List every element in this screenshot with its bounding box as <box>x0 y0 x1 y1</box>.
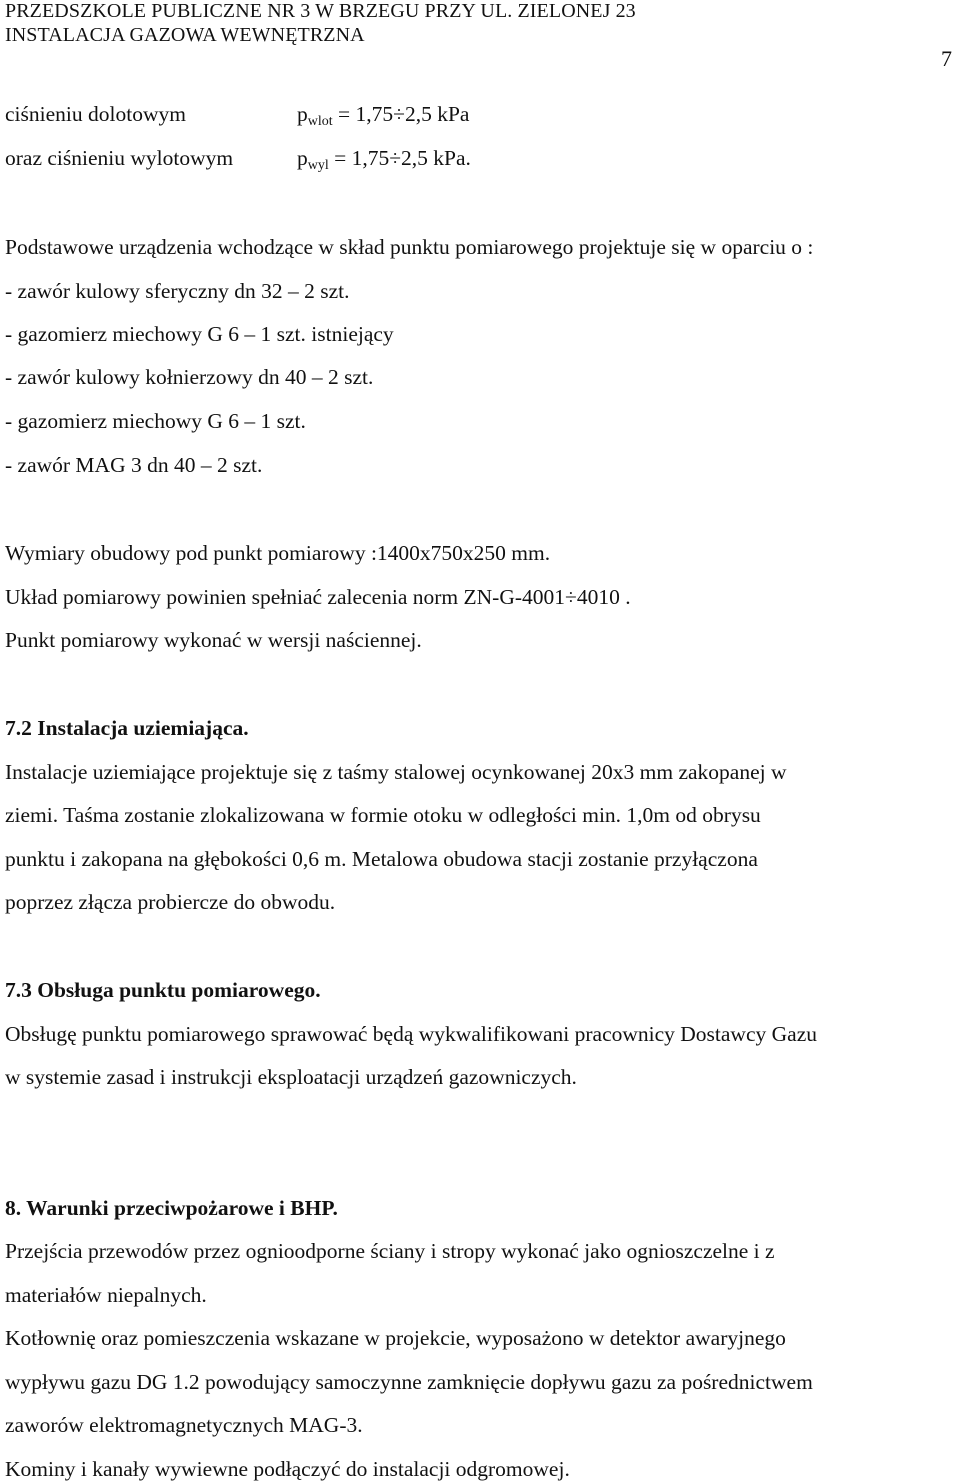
inlet-pressure-label: ciśnieniu dolotowym <box>5 102 186 126</box>
norm-requirement: Układ pomiarowy powinien spełniać zalecenia norm ZN-G-4001÷4010 . <box>5 585 631 609</box>
inlet-pressure-value <box>297 101 469 131</box>
page-number: 7 <box>941 46 952 71</box>
section-8-heading: 8. Warunki przeciwpożarowe i BHP. <box>5 1196 338 1220</box>
wall-mount-note: Punkt pomiarowy wykonać w wersji naściennej. <box>5 628 422 652</box>
outlet-subscript: wyl <box>307 158 329 173</box>
inlet-value: = 1,75÷2,5 kPa <box>332 102 470 126</box>
paragraph-line: materiałów niepalnych. <box>5 1283 207 1307</box>
device-item: - zawór kulowy kołnierzowy dn 40 – 2 szt. <box>5 365 374 389</box>
paragraph-line: punktu i zakopana na głębokości 0,6 m. Metalowa obudowa stacji zostanie przyłączona <box>5 847 758 871</box>
enclosure-dimensions: Wymiary obudowy pod punkt pomiarowy :1400x750x250 mm. <box>5 541 551 565</box>
paragraph-line: Kominy i kanały wywiewne podłączyć do instalacji odgromowej. <box>5 1457 570 1481</box>
paragraph-line: zaworów elektromagnetycznych MAG-3. <box>5 1413 363 1437</box>
inlet-subscript: wlot <box>307 114 333 129</box>
paragraph-line: Instalacje uziemiające projektuje się z taśmy stalowej ocynkowanej 20x3 mm zakopanej w <box>5 760 787 784</box>
outlet-pressure-label: oraz ciśnieniu wylotowym <box>5 146 234 170</box>
paragraph-line: Przejścia przewodów przez ognioodporne ściany i stropy wykonać jako ognioszczelne i z <box>5 1239 775 1263</box>
paragraph-line: Kotłownię oraz pomieszczenia wskazane w projekcie, wyposażono w detektor awaryjnego <box>5 1326 786 1350</box>
header-line-2: INSTALACJA GAZOWA WEWNĘTRZNA <box>5 24 365 46</box>
outlet-pressure-value <box>297 145 471 175</box>
section-7-2-heading: 7.2 Instalacja uziemiająca. <box>5 716 249 740</box>
devices-intro: Podstawowe urządzenia wchodzące w skład punktu pomiarowego projektuje się w oparciu o : <box>5 235 814 259</box>
device-item: - gazomierz miechowy G 6 – 1 szt. <box>5 409 306 433</box>
section-7-3-heading: 7.3 Obsługa punktu pomiarowego. <box>5 978 321 1002</box>
outlet-symbol: p <box>297 146 308 170</box>
outlet-value: = 1,75÷2,5 kPa. <box>328 146 471 170</box>
device-item: - zawór kulowy sferyczny dn 32 – 2 szt. <box>5 279 350 303</box>
paragraph-line: poprzez złącza probiercze do obwodu. <box>5 890 336 914</box>
paragraph-line: ziemi. Taśma zostanie zlokalizowana w formie otoku w odległości min. 1,0m od obrysu <box>5 803 761 827</box>
device-item: - gazomierz miechowy G 6 – 1 szt. istniejący <box>5 322 394 346</box>
header-line-1: PRZEDSZKOLE PUBLICZNE NR 3 W BRZEGU PRZY UL. ZIELONEJ 23 <box>5 0 636 22</box>
inlet-symbol: p <box>297 102 308 126</box>
paragraph-line: wypływu gazu DG 1.2 powodujący samoczynne zamknięcie dopływu gazu za pośrednictwem <box>5 1370 813 1394</box>
paragraph-line: Obsługę punktu pomiarowego sprawować będą wykwalifikowani pracownicy Dostawcy Gazu <box>5 1022 817 1046</box>
paragraph-line: w systemie zasad i instrukcji eksploatacji urządzeń gazowniczych. <box>5 1065 577 1089</box>
device-item: - zawór MAG 3 dn 40 – 2 szt. <box>5 453 263 477</box>
